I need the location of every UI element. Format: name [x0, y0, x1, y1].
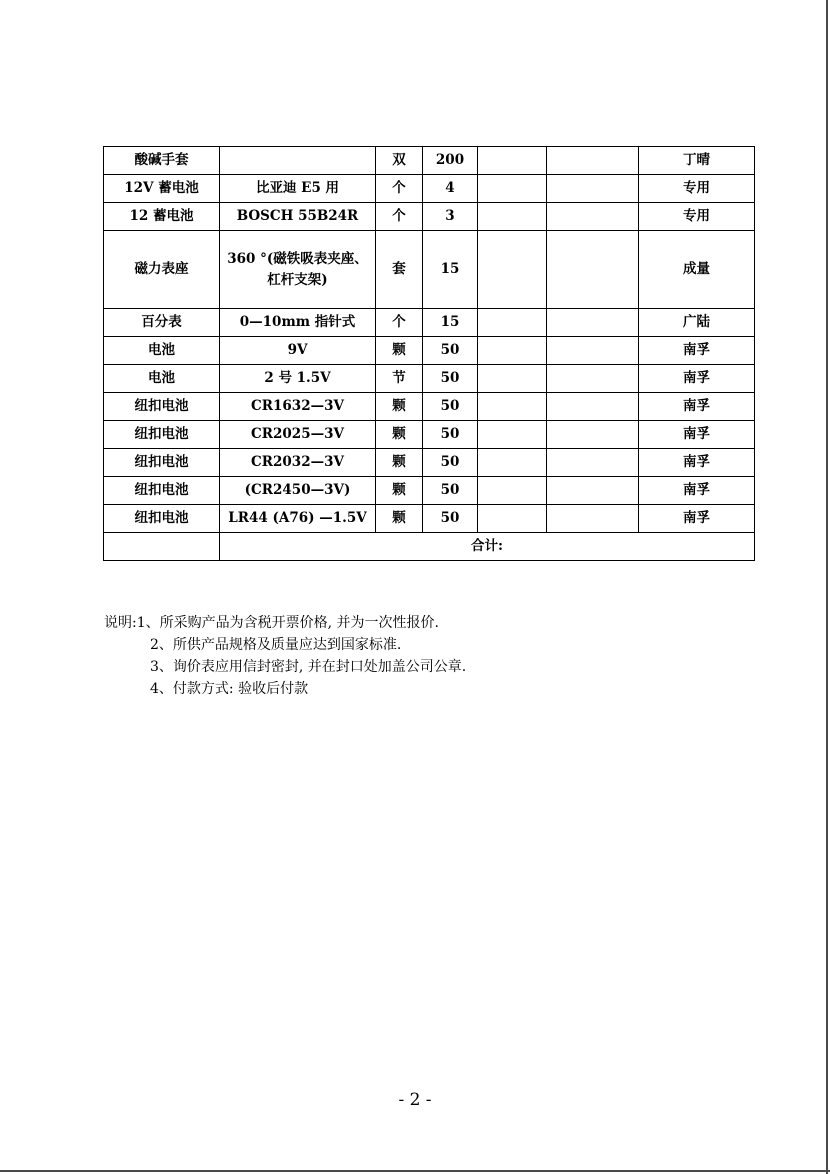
- unit-price-cell: [478, 421, 547, 449]
- item-unit: 个: [376, 175, 423, 203]
- item-spec: 2 号 1.5V: [220, 365, 376, 393]
- amount-cell: [547, 175, 639, 203]
- item-brand: 专用: [639, 203, 755, 231]
- unit-price-cell: [478, 449, 547, 477]
- item-name: 电池: [104, 365, 220, 393]
- item-quantity: 15: [423, 231, 478, 309]
- item-spec: CR1632—3V: [220, 393, 376, 421]
- item-quantity: 15: [423, 309, 478, 337]
- item-unit: 节: [376, 365, 423, 393]
- item-brand: 南孚: [639, 421, 755, 449]
- item-spec: 9V: [220, 337, 376, 365]
- unit-price-cell: [478, 477, 547, 505]
- item-unit: 颗: [376, 393, 423, 421]
- item-name: 纽扣电池: [104, 393, 220, 421]
- unit-price-cell: [478, 309, 547, 337]
- item-name: 纽扣电池: [104, 449, 220, 477]
- item-quantity: 50: [423, 477, 478, 505]
- table-row: [104, 393, 755, 421]
- note-item: 3、询价表应用信封密封, 并在封口处加盖公司公章.: [150, 659, 467, 675]
- amount-cell: [547, 393, 639, 421]
- item-name: 纽扣电池: [104, 505, 220, 533]
- item-quantity: 50: [423, 365, 478, 393]
- item-name: 电池: [104, 337, 220, 365]
- item-unit: 双: [376, 147, 423, 175]
- item-brand: 专用: [639, 175, 755, 203]
- item-quantity: 200: [423, 147, 478, 175]
- amount-cell: [547, 337, 639, 365]
- item-quantity: 50: [423, 337, 478, 365]
- item-spec: 比亚迪 E5 用: [220, 175, 376, 203]
- unit-price-cell: [478, 365, 547, 393]
- amount-cell: [547, 365, 639, 393]
- amount-cell: [547, 449, 639, 477]
- unit-price-cell: [478, 175, 547, 203]
- item-quantity: 3: [423, 203, 478, 231]
- amount-cell: [547, 231, 639, 309]
- procurement-table: [103, 146, 755, 561]
- note-item: 4、付款方式: 验收后付款: [150, 681, 309, 697]
- item-brand: 南孚: [639, 393, 755, 421]
- table-row: [104, 337, 755, 365]
- item-unit: 颗: [376, 421, 423, 449]
- item-unit: 个: [376, 203, 423, 231]
- item-unit: 套: [376, 231, 423, 309]
- table-row: [104, 309, 755, 337]
- page-edge-bottom: [0, 1170, 830, 1172]
- amount-cell: [547, 477, 639, 505]
- item-spec: 360 °(磁铁吸表夹座、杠杆支架): [220, 231, 376, 309]
- amount-cell: [547, 309, 639, 337]
- item-name: 12V 蓄电池: [104, 175, 220, 203]
- note-line: [104, 634, 466, 656]
- table-row: [104, 421, 755, 449]
- notes-prefix: 说明:: [104, 615, 137, 631]
- amount-cell: [547, 147, 639, 175]
- item-spec: 0—10mm 指针式: [220, 309, 376, 337]
- item-quantity: 4: [423, 175, 478, 203]
- item-unit: 个: [376, 309, 423, 337]
- amount-cell: [547, 421, 639, 449]
- amount-cell: [547, 505, 639, 533]
- item-brand: 南孚: [639, 505, 755, 533]
- item-name: 纽扣电池: [104, 421, 220, 449]
- table-row: [104, 147, 755, 175]
- unit-price-cell: [478, 203, 547, 231]
- item-brand: 南孚: [639, 365, 755, 393]
- item-unit: 颗: [376, 477, 423, 505]
- item-brand: 广陆: [639, 309, 755, 337]
- table-row: [104, 449, 755, 477]
- table-row: [104, 203, 755, 231]
- total-row-blank: [104, 533, 220, 561]
- item-spec: CR2032—3V: [220, 449, 376, 477]
- unit-price-cell: [478, 337, 547, 365]
- item-brand: 南孚: [639, 477, 755, 505]
- total-label: 合计:: [220, 533, 755, 561]
- note-item: 2、所供产品规格及质量应达到国家标准.: [150, 637, 402, 653]
- item-name: 酸碱手套: [104, 147, 220, 175]
- unit-price-cell: [478, 231, 547, 309]
- table-row: [104, 365, 755, 393]
- unit-price-cell: [478, 393, 547, 421]
- item-brand: 南孚: [639, 337, 755, 365]
- page-edge-right: [826, 0, 828, 1174]
- notes-section: [104, 612, 466, 700]
- note-line: [104, 678, 466, 700]
- item-brand: 南孚: [639, 449, 755, 477]
- item-brand: 丁晴: [639, 147, 755, 175]
- amount-cell: [547, 203, 639, 231]
- item-spec: CR2025—3V: [220, 421, 376, 449]
- item-quantity: 50: [423, 505, 478, 533]
- item-spec: (CR2450—3V): [220, 477, 376, 505]
- item-unit: 颗: [376, 449, 423, 477]
- total-row: [104, 533, 755, 561]
- table-row: [104, 477, 755, 505]
- unit-price-cell: [478, 505, 547, 533]
- note-item: 1、所采购产品为含税开票价格, 并为一次性报价.: [136, 615, 439, 631]
- note-line: [104, 656, 466, 678]
- table-row: [104, 175, 755, 203]
- item-quantity: 50: [423, 393, 478, 421]
- table-row: [104, 231, 755, 309]
- item-unit: 颗: [376, 505, 423, 533]
- item-brand: 成量: [639, 231, 755, 309]
- table-row: [104, 505, 755, 533]
- item-name: 磁力表座: [104, 231, 220, 309]
- item-spec: LR44 (A76) —1.5V: [220, 505, 376, 533]
- table-body: [104, 147, 755, 561]
- item-spec: [220, 147, 376, 175]
- page-number: - 2 -: [398, 1090, 432, 1110]
- note-line: [104, 612, 466, 634]
- item-name: 12 蓄电池: [104, 203, 220, 231]
- item-name: 百分表: [104, 309, 220, 337]
- item-quantity: 50: [423, 421, 478, 449]
- item-quantity: 50: [423, 449, 478, 477]
- item-unit: 颗: [376, 337, 423, 365]
- item-spec: BOSCH 55B24R: [220, 203, 376, 231]
- item-name: 纽扣电池: [104, 477, 220, 505]
- unit-price-cell: [478, 147, 547, 175]
